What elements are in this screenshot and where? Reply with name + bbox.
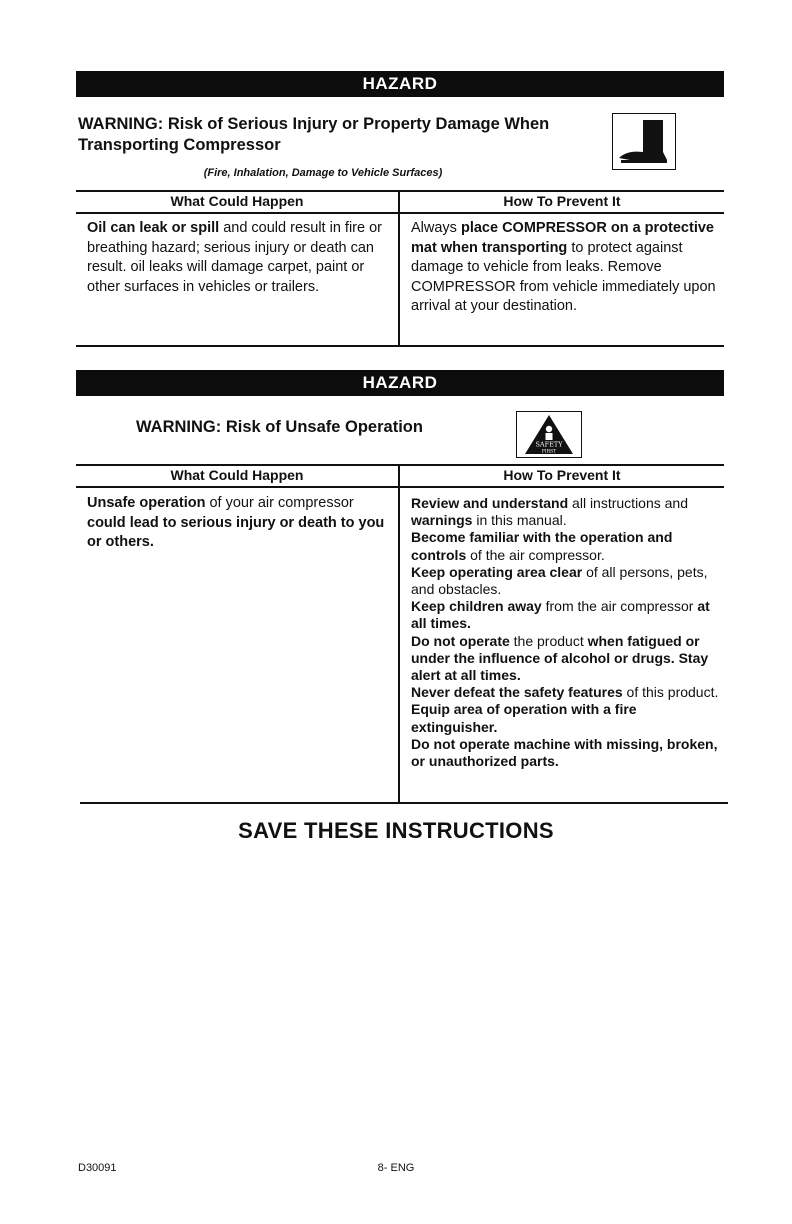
text-run: all instructions and	[568, 495, 688, 511]
prevent-item	[411, 684, 721, 701]
transport-icon	[612, 113, 676, 170]
text-run: from the air compressor	[541, 598, 698, 615]
doc-number: D30091	[78, 1162, 117, 1174]
col-header-how-to-prevent: How To Prevent It	[503, 193, 621, 209]
text-run: when fatigued or under the influence of alcohol or drugs. Stay alert at all times.	[411, 632, 709, 684]
text-run: Do not operate	[411, 632, 510, 649]
prevent-item	[411, 495, 721, 529]
prevent-item	[411, 736, 721, 770]
page-number: 8- ENG	[377, 1162, 415, 1174]
prevent-item	[411, 598, 721, 632]
divider	[76, 345, 724, 347]
text-run: of this product.	[622, 684, 719, 701]
warning-title-1	[78, 114, 549, 156]
col-header-what-could-happen: What Could Happen	[170, 467, 304, 483]
text-run: of the air compressor.	[466, 546, 605, 563]
prevent-item	[411, 633, 721, 685]
text-run: Become familiar with the operation and controls	[411, 529, 673, 563]
warning-title-1-line2: Transporting Compressor	[78, 136, 281, 154]
safety-first-icon	[516, 411, 582, 458]
text-run: in this manual.	[472, 512, 567, 529]
hazard-header-1: HAZARD	[76, 71, 724, 97]
icon-text-top: SAFETY	[535, 440, 563, 449]
text-run: Do not operate machine with missing, broken, or unauthorized parts.	[411, 735, 718, 770]
how-to-prevent-cell-2	[411, 495, 721, 770]
text-run: Oil can leak or spill	[87, 220, 220, 236]
icon-text-bottom: FIRST	[541, 449, 557, 455]
text-run: of all persons, pets, and obstacles.	[411, 563, 708, 598]
text-run: Keep operating area clear	[411, 563, 583, 580]
text-run: Unsafe operation	[87, 495, 206, 511]
column-divider	[398, 464, 400, 804]
prevent-item	[411, 529, 721, 563]
prevent-item	[411, 701, 721, 735]
text-run: Never defeat the safety features	[411, 684, 623, 701]
divider	[80, 802, 728, 804]
divider	[76, 212, 724, 214]
text-run: warnings	[411, 512, 473, 529]
text-run: and could result in fire or breathing hazard; serious injury or death can result. oil leaks will damage carpet, paint or other surfaces in vehicles or trailers.	[87, 220, 382, 295]
prevent-item	[411, 564, 721, 598]
text-run: Review and understand	[411, 495, 569, 511]
text-run: Always	[411, 220, 461, 236]
text-run: of your air compressor	[205, 495, 354, 511]
what-could-happen-cell-1	[87, 219, 387, 297]
divider	[76, 486, 724, 488]
col-header-what-could-happen: What Could Happen	[170, 193, 304, 209]
text-run: place COMPRESSOR on a protective mat when transporting	[411, 220, 714, 256]
divider	[76, 464, 724, 466]
text-run: Keep children away	[411, 598, 542, 615]
warning-title-2: WARNING: Risk of Unsafe Operation	[136, 418, 423, 436]
col-header-how-to-prevent: How To Prevent It	[503, 467, 621, 483]
how-to-prevent-cell-1	[411, 219, 716, 317]
text-run: at all times.	[411, 598, 710, 632]
text-run: the product	[509, 632, 588, 649]
text-run: to protect against damage to vehicle from leaks. Remove COMPRESSOR from vehicle immediately upon arrival at your destination.	[411, 239, 716, 314]
divider	[76, 190, 724, 192]
text-run: Equip area of operation with a fire extinguisher.	[411, 701, 637, 735]
text-run: could lead to serious injury or death to you or others.	[87, 514, 385, 550]
warning-subtitle-1: (Fire, Inhalation, Damage to Vehicle Surfaces)	[203, 167, 443, 179]
save-instructions-heading: SAVE THESE INSTRUCTIONS	[238, 818, 554, 843]
what-could-happen-cell-2	[87, 494, 389, 553]
hazard-header-2: HAZARD	[76, 370, 724, 396]
warning-title-1-line1: WARNING: Risk of Serious Injury or Property Damage When	[78, 115, 550, 133]
column-divider	[398, 190, 400, 347]
